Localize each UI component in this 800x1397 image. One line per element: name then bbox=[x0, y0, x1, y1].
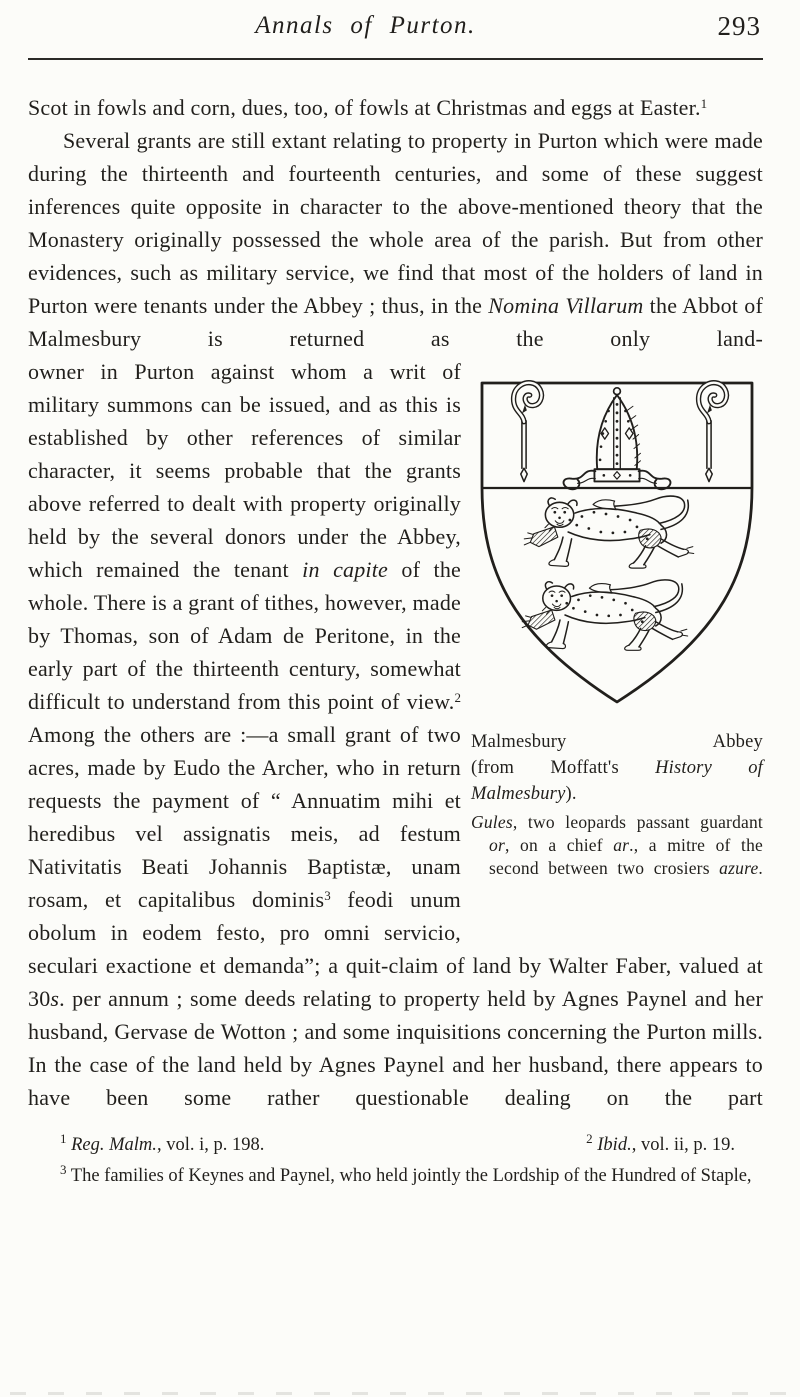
paragraph-grants: Several grants are still extant relating to property in Purton which were made during the thirteenth and fourteenth centuries, and some of these suggest inferences quite opposite in character to the above-mentioned theory that the Monastery originally possessed the whole area of the parish. But from other evidences, such as military service, we find that most of the holders of land in Purton were tenants under the Abbey ; thus, in the Nomina Villarum the Abbot of Malmesbury is returned as the only land- bbox=[28, 128, 764, 351]
coat-of-arms-illustration bbox=[476, 375, 758, 709]
paragraph-scot: Scot in fowls and corn, dues, too, of fowls at Christmas and eggs at Easter.$^1$ bbox=[28, 95, 708, 120]
paragraph-wrap-text: owner in Purton against whom a writ of military summons can be issued, and as this is established by other references of similar character, it seems probable that the grants above referred to dealt with property originally held by the several donors under the Abbey, which remained the tenant in capite of the whole. There is a grant of tithes, however, made by Thomas, son of Adam de Peritone, in the early part of the thirteenth century, somewhat difficult to understand from this point of view.$^2$ Among the others are :—a small grant of two acres, made by Eudo the Archer, who in return requests the payment of “ Annuatim mihi et heredibus vel assignatis meis, ad festum Nativitatis Beati Johannis Baptistæ, unam rosam, et capitalibus dominis$^3$ feodi unum obolum in eodem festo, pro omni servicio, seculari exactione et demanda”; a quit-claim of land by Walter Faber, valued at 30s. per annum ; some deeds relating to property held by Agnes Paynel and her husband, Gervase de Wotton ; and some inquisitions concerning the Purton mills. In the case of the land held by Agnes Paynel and her husband, there appears to have been some rather questionable dealing on the part bbox=[28, 359, 763, 1110]
page-number: 293 bbox=[717, 11, 761, 41]
leopard-bottom bbox=[522, 580, 687, 650]
figure-caption-title: Malmesbury Abbey bbox=[471, 732, 763, 752]
running-title: Annals of Purton. bbox=[255, 12, 476, 39]
page-header bbox=[28, 0, 763, 58]
figure-caption-blazon: Gules, two leopards passant guardant or, on a chief ar., a mitre of the second between two crosiers azure. bbox=[471, 812, 763, 878]
footnote-3: $^3$ The families of Keynes and Paynel, who held jointly the Lordship of the Hundred of Staple, bbox=[60, 1162, 752, 1186]
figure-malmesbury-arms bbox=[471, 355, 763, 880]
footnote-2: $^2$ Ibid., vol. ii, p. 19. bbox=[586, 1131, 735, 1155]
paragraph-wrap bbox=[28, 355, 763, 1114]
page-body bbox=[28, 91, 763, 1114]
leopard-top bbox=[524, 496, 693, 568]
footnote-1: $^1$ Reg. Malm., vol. i, p. 198. bbox=[60, 1131, 265, 1155]
figure-caption-source: (from Moffatt's History of Malmesbury). bbox=[471, 758, 763, 804]
header-rule bbox=[28, 58, 763, 60]
footnote-row bbox=[28, 1130, 763, 1161]
mitre-icon bbox=[563, 388, 670, 489]
footnotes bbox=[28, 1130, 763, 1192]
